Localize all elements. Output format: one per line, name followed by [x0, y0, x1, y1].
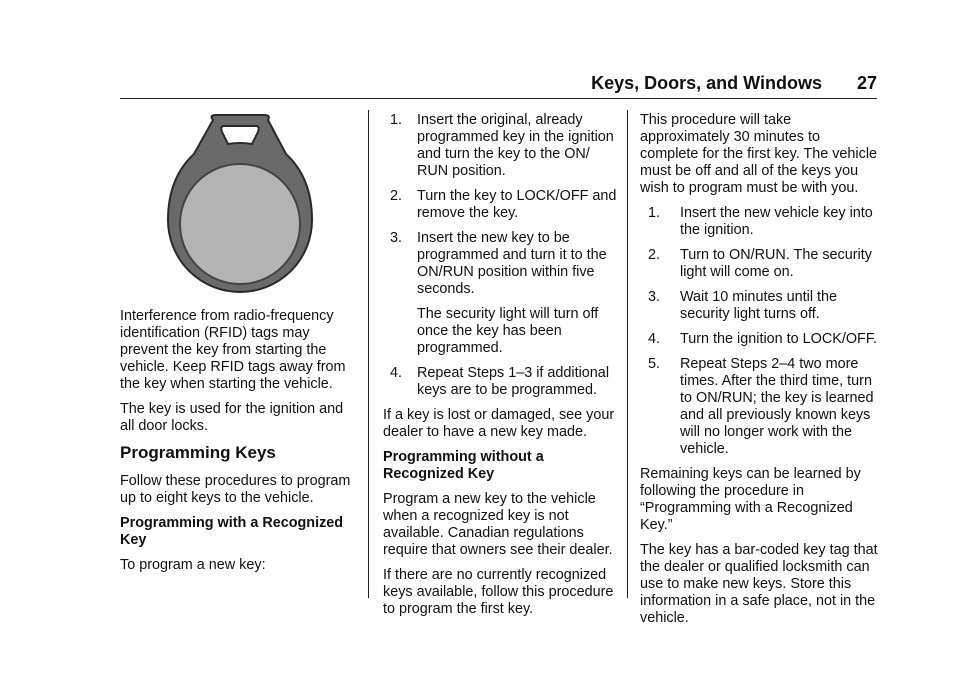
column-divider-1 — [368, 110, 369, 598]
key-tag-paragraph: The key has a bar-coded key tag that the dealer or qualified locksmith can use to make new keys. Store this information in a safe place, not in the vehicle. — [640, 542, 878, 626]
step-number: 1. — [648, 205, 661, 221]
step-text: Repeat Steps 1–3 if additional keys are to be programmed. — [417, 365, 610, 398]
step-text: Turn the key to LOCK/OFF and remove the key. — [417, 188, 617, 221]
list-item — [383, 188, 619, 222]
step-text: Repeat Steps 2–4 two more times. After the third time, turn to ON/RUN; the key is learned and all previously known keys will no longer work with the vehicle. — [680, 356, 874, 457]
step-number: 2. — [648, 247, 661, 263]
list-item — [383, 365, 619, 399]
first-key-steps — [640, 205, 878, 458]
remaining-keys-paragraph: Remaining keys can be learned by following the procedure in “Programming with a Recognized Key.” — [640, 466, 861, 533]
subheading-without-recognized-key: Programming without a Recognized Key — [383, 449, 544, 482]
recognized-key-steps — [383, 112, 619, 399]
step-text: Wait 10 minutes until the security light turns off. — [680, 289, 838, 322]
step-text: Insert the new vehicle key into the ignition. — [680, 205, 873, 238]
list-item — [640, 247, 878, 281]
procedure-duration-paragraph: This procedure will take approximately 30 minutes to complete for the first key. The vehicle must be off and all of the keys you wish to program must be with you. — [640, 112, 878, 196]
step-number: 4. — [390, 365, 403, 381]
step-text: Turn to ON/RUN. The security light will come on. — [680, 247, 872, 280]
step-number: 3. — [390, 230, 403, 246]
column-1 — [120, 112, 356, 582]
column-3 — [640, 112, 878, 635]
list-item — [640, 205, 878, 239]
step-number: 1. — [390, 112, 403, 128]
section-title: Keys, Doors, and Windows — [591, 73, 822, 93]
subheading-recognized-key: Programming with a Recognized Key — [120, 515, 344, 548]
header-rule — [120, 98, 877, 99]
step-number: 3. — [648, 289, 661, 305]
page-number: 27 — [856, 73, 877, 93]
step-text: Insert the new key to be programmed and turn it to the ON/RUN position within five seconds. — [417, 230, 607, 297]
procedure-intro-paragraph: Follow these procedures to program up to eight keys to the vehicle. — [120, 473, 351, 506]
step-text: Turn the ignition to LOCK/OFF. — [680, 331, 878, 347]
program-new-key-paragraph: Program a new key to the vehicle when a recognized key is not available. Canadian regulations require that owners see their dealer. — [383, 491, 613, 558]
program-new-key-paragraph: To program a new key: — [120, 557, 266, 573]
step-note: The security light will turn off once the key has been programmed. — [417, 306, 599, 356]
step-number: 2. — [390, 188, 403, 204]
key-fob-figure — [120, 112, 360, 302]
step-number: 5. — [648, 356, 661, 372]
step-number: 4. — [648, 331, 661, 347]
key-fob-icon — [120, 112, 360, 302]
first-key-paragraph: If there are no currently recognized keys available, follow this procedure to program the first key. — [383, 567, 614, 617]
step-text: Insert the original, already programmed key in the ignition and turn the key to the ON/ RUN position. — [417, 112, 614, 179]
key-usage-paragraph: The key is used for the ignition and all door locks. — [120, 401, 344, 434]
list-item — [383, 230, 619, 357]
rfid-paragraph: Interference from radio-frequency identification (RFID) tags may prevent the key from starting the vehicle. Keep RFID tags away from the key when starting the vehicle. — [120, 308, 346, 392]
section-heading: Programming Keys — [120, 443, 276, 462]
lost-key-paragraph: If a key is lost or damaged, see your dealer to have a new key made. — [383, 407, 615, 440]
list-item — [640, 289, 878, 323]
list-item — [640, 356, 878, 458]
page-header — [120, 72, 877, 96]
list-item — [383, 112, 619, 180]
column-2 — [383, 112, 619, 626]
list-item — [640, 331, 878, 348]
column-divider-2 — [627, 110, 628, 598]
